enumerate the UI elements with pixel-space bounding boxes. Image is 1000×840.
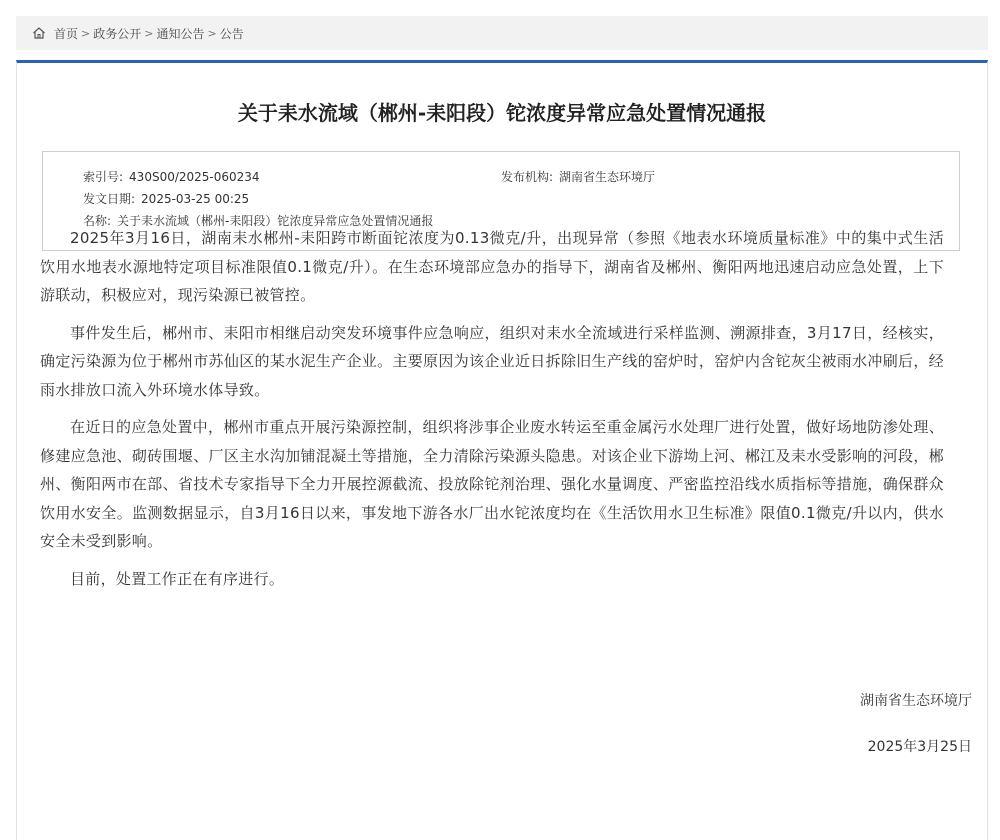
article-paragraph: 目前，处置工作正在有序进行。 xyxy=(70,569,285,588)
breadcrumb-separator: > xyxy=(81,26,91,40)
meta-index-value: 430S00/2025-060234 xyxy=(129,170,260,184)
meta-publisher-label: 发布机构: xyxy=(501,170,554,184)
meta-publisher-value: 湖南省生态环境厅 xyxy=(559,170,656,184)
meta-date-value: 2025-03-25 00:25 xyxy=(141,192,250,206)
article-paragraph: 在近日的应急处置中，郴州市重点开展污染源控制，组织将涉事企业废水转运至重金属污水处理厂进行处置，做好场地防渗处理、修建应急池、砌砖围堰、厂区主水沟加铺混凝土等措施，全力清除污染源头隐患。对该企业下游坳上河、郴江及耒水受影响的河段，郴州、衡阳两市在部、省技术专家指导下全力开展控源截流、投放除铊剂治理、强化水量调度、严密监控沿线水质指标等措施，确保群众饮用水安全。监测数据显示，自3月16日以来，事发地下游各水厂出水铊浓度均在《生活饮用水卫生标准》限值0.1微克/升以内，供水安全未受到影响。 xyxy=(40,418,944,550)
article-signature xyxy=(860,678,972,770)
breadcrumb-separator: > xyxy=(207,26,217,40)
meta-index-label: 索引号: xyxy=(83,170,124,184)
breadcrumb-separator: > xyxy=(144,26,154,40)
article-paragraph: 2025年3月16日，湖南耒水郴州-耒阳跨市断面铊浓度为0.13微克/升，出现异常（参照《地表水环境质量标准》中的集中式生活饮用水地表水源地特定项目标准限值0.1微克/升）。在生态环境部应急办的指导下，湖南省及郴州、衡阳两地迅速启动应急处置，上下游联动，积极应对，现污染源已被管控。 xyxy=(40,229,944,304)
signature-org: 湖南省生态环境厅 xyxy=(860,693,972,709)
meta-name-label: 名称: xyxy=(83,214,112,228)
breadcrumb-current[interactable]: 公告 xyxy=(219,26,244,41)
breadcrumb-gov-affairs-link[interactable]: 政务公开 xyxy=(93,26,142,41)
meta-name-value: 关于耒水流域（郴州-耒阳段）铊浓度异常应急处置情况通报 xyxy=(117,214,434,228)
home-icon[interactable] xyxy=(32,26,46,40)
meta-date xyxy=(83,190,249,207)
breadcrumb xyxy=(16,16,988,50)
signature-date: 2025年3月25日 xyxy=(867,739,972,755)
breadcrumb-home-link[interactable]: 首页 xyxy=(54,26,79,41)
breadcrumb-notices-link[interactable]: 通知公告 xyxy=(156,26,205,41)
article-title: 关于耒水流域（郴州-耒阳段）铊浓度异常应急处置情况通报 xyxy=(237,101,767,125)
article-paragraph: 事件发生后，郴州市、耒阳市相继启动突发环境事件应急响应，组织对耒水全流域进行采样监测、溯源排查，3月17日，经核实，确定污染源为位于郴州市苏仙区的某水泥生产企业。主要原因为该企业近日拆除旧生产线的窑炉时，窑炉内含铊灰尘被雨水冲刷后，经雨水排放口流入外环境水体导致。 xyxy=(40,323,944,399)
article-body xyxy=(40,224,944,602)
meta-index xyxy=(83,168,260,185)
meta-date-label: 发文日期: xyxy=(83,192,136,206)
meta-publisher xyxy=(501,168,655,185)
